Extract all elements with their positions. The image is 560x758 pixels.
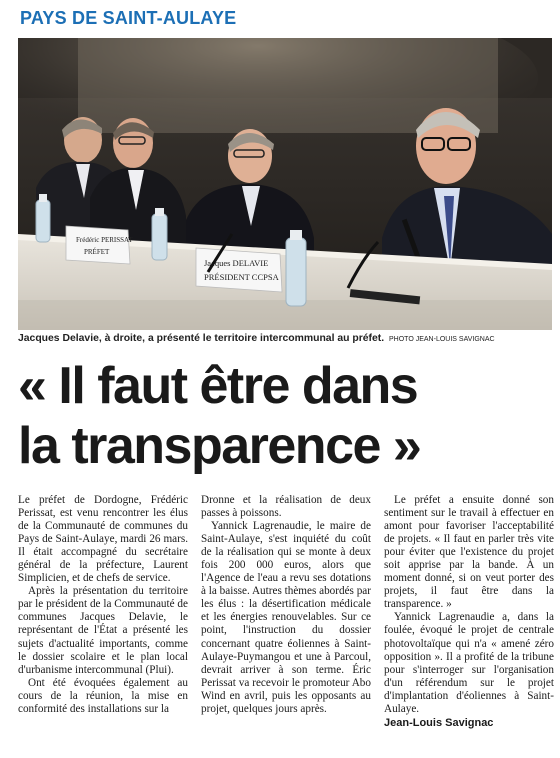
svg-text:Frédéric PERISSAT: Frédéric PERISSAT [76, 236, 133, 244]
paragraph: Dronne et la réalisation de deux passes à poissons. [201, 494, 371, 520]
byline: Jean-Louis Savignac [384, 716, 494, 729]
headline-line-2: la transparence » [18, 417, 421, 475]
paragraph: Le préfet a ensuite donné son sentiment sur le travail à effectuer en amont pour favoriser l'acceptabilité de projets. « Il faut en parler très vite pour éviter que l'existence du projet soit apprise par la bande. À un moment donné, si on veut porter des projets, il faut être dans la transparence. » [384, 494, 554, 611]
paragraph: Ont été évoquées également au cours de la réunion, la mise en conformité des installations sur la [18, 676, 188, 715]
paragraph: Yannick Lagrenaudie a, dans la foulée, évoqué le projet de centrale photovoltaïque qui n'a « amené zéro opposition ». Il a profité de la tribune pour s'interroger sur l'organisation d'un référendum sur le projet d'implantation d'éoliennes à Saint-Aulaye. [384, 611, 554, 715]
photo-caption [18, 333, 558, 344]
svg-text:Jacques DELAVIE: Jacques DELAVIE [204, 258, 269, 268]
svg-text:PRÉFET: PRÉFET [84, 248, 110, 256]
article-photo [18, 38, 552, 330]
article-column-2 [201, 494, 371, 716]
paragraph: Après la présentation du territoire par le président de la Communauté de communes Jacques Delavie, le représentant de l'État a présenté les sujets d'actualité importants, comme le dossier scolaire et le plan local d'urbanisme intercommunal (Plui). [18, 585, 188, 676]
article-column-1 [18, 494, 188, 716]
nameplate-left [66, 226, 133, 264]
photo-credit: PHOTO JEAN-LOUIS SAVIGNAC [389, 336, 495, 343]
svg-text:PRÉSIDENT CCPSA: PRÉSIDENT CCPSA [204, 272, 279, 282]
section-title: PAYS DE SAINT-AULAYE [20, 8, 237, 28]
article-column-3 [384, 494, 554, 730]
paragraph: Le préfet de Dordogne, Frédéric Perissat, est venu rencontrer les élus de la Communauté de communes du Pays de Saint-Aulaye, mardi 26 mars. Il était accompagné du secrétaire général de la préfecture, Laurent Simplicien, et de chefs de service. [18, 494, 188, 585]
headline-line-1: « Il faut être dans [18, 357, 418, 415]
paragraph: Yannick Lagrenaudie, le maire de Saint-Aulaye, s'est inquiété du coût de la réalisation qui se monte à deux fois 200 000 euros, alors que l'Agence de l'eau a revu ses dotations à la baisse. Autres thèmes abordés par les élus : la désertification médicale et les énergies renouvelables. Sur ce point, l'instruction du dossier concernant quatre éoliennes à Saint-Aulaye-Puymangou et une à Parcoul, devrait arriver à son terme. Éric Perissat va recevoir le promoteur Abo Wind en avril, puis les opposants au projet, quelques jours après. [201, 520, 371, 715]
caption-text: Jacques Delavie, à droite, a présenté le territoire intercommunal au préfet. [18, 333, 385, 344]
headline [18, 356, 548, 476]
